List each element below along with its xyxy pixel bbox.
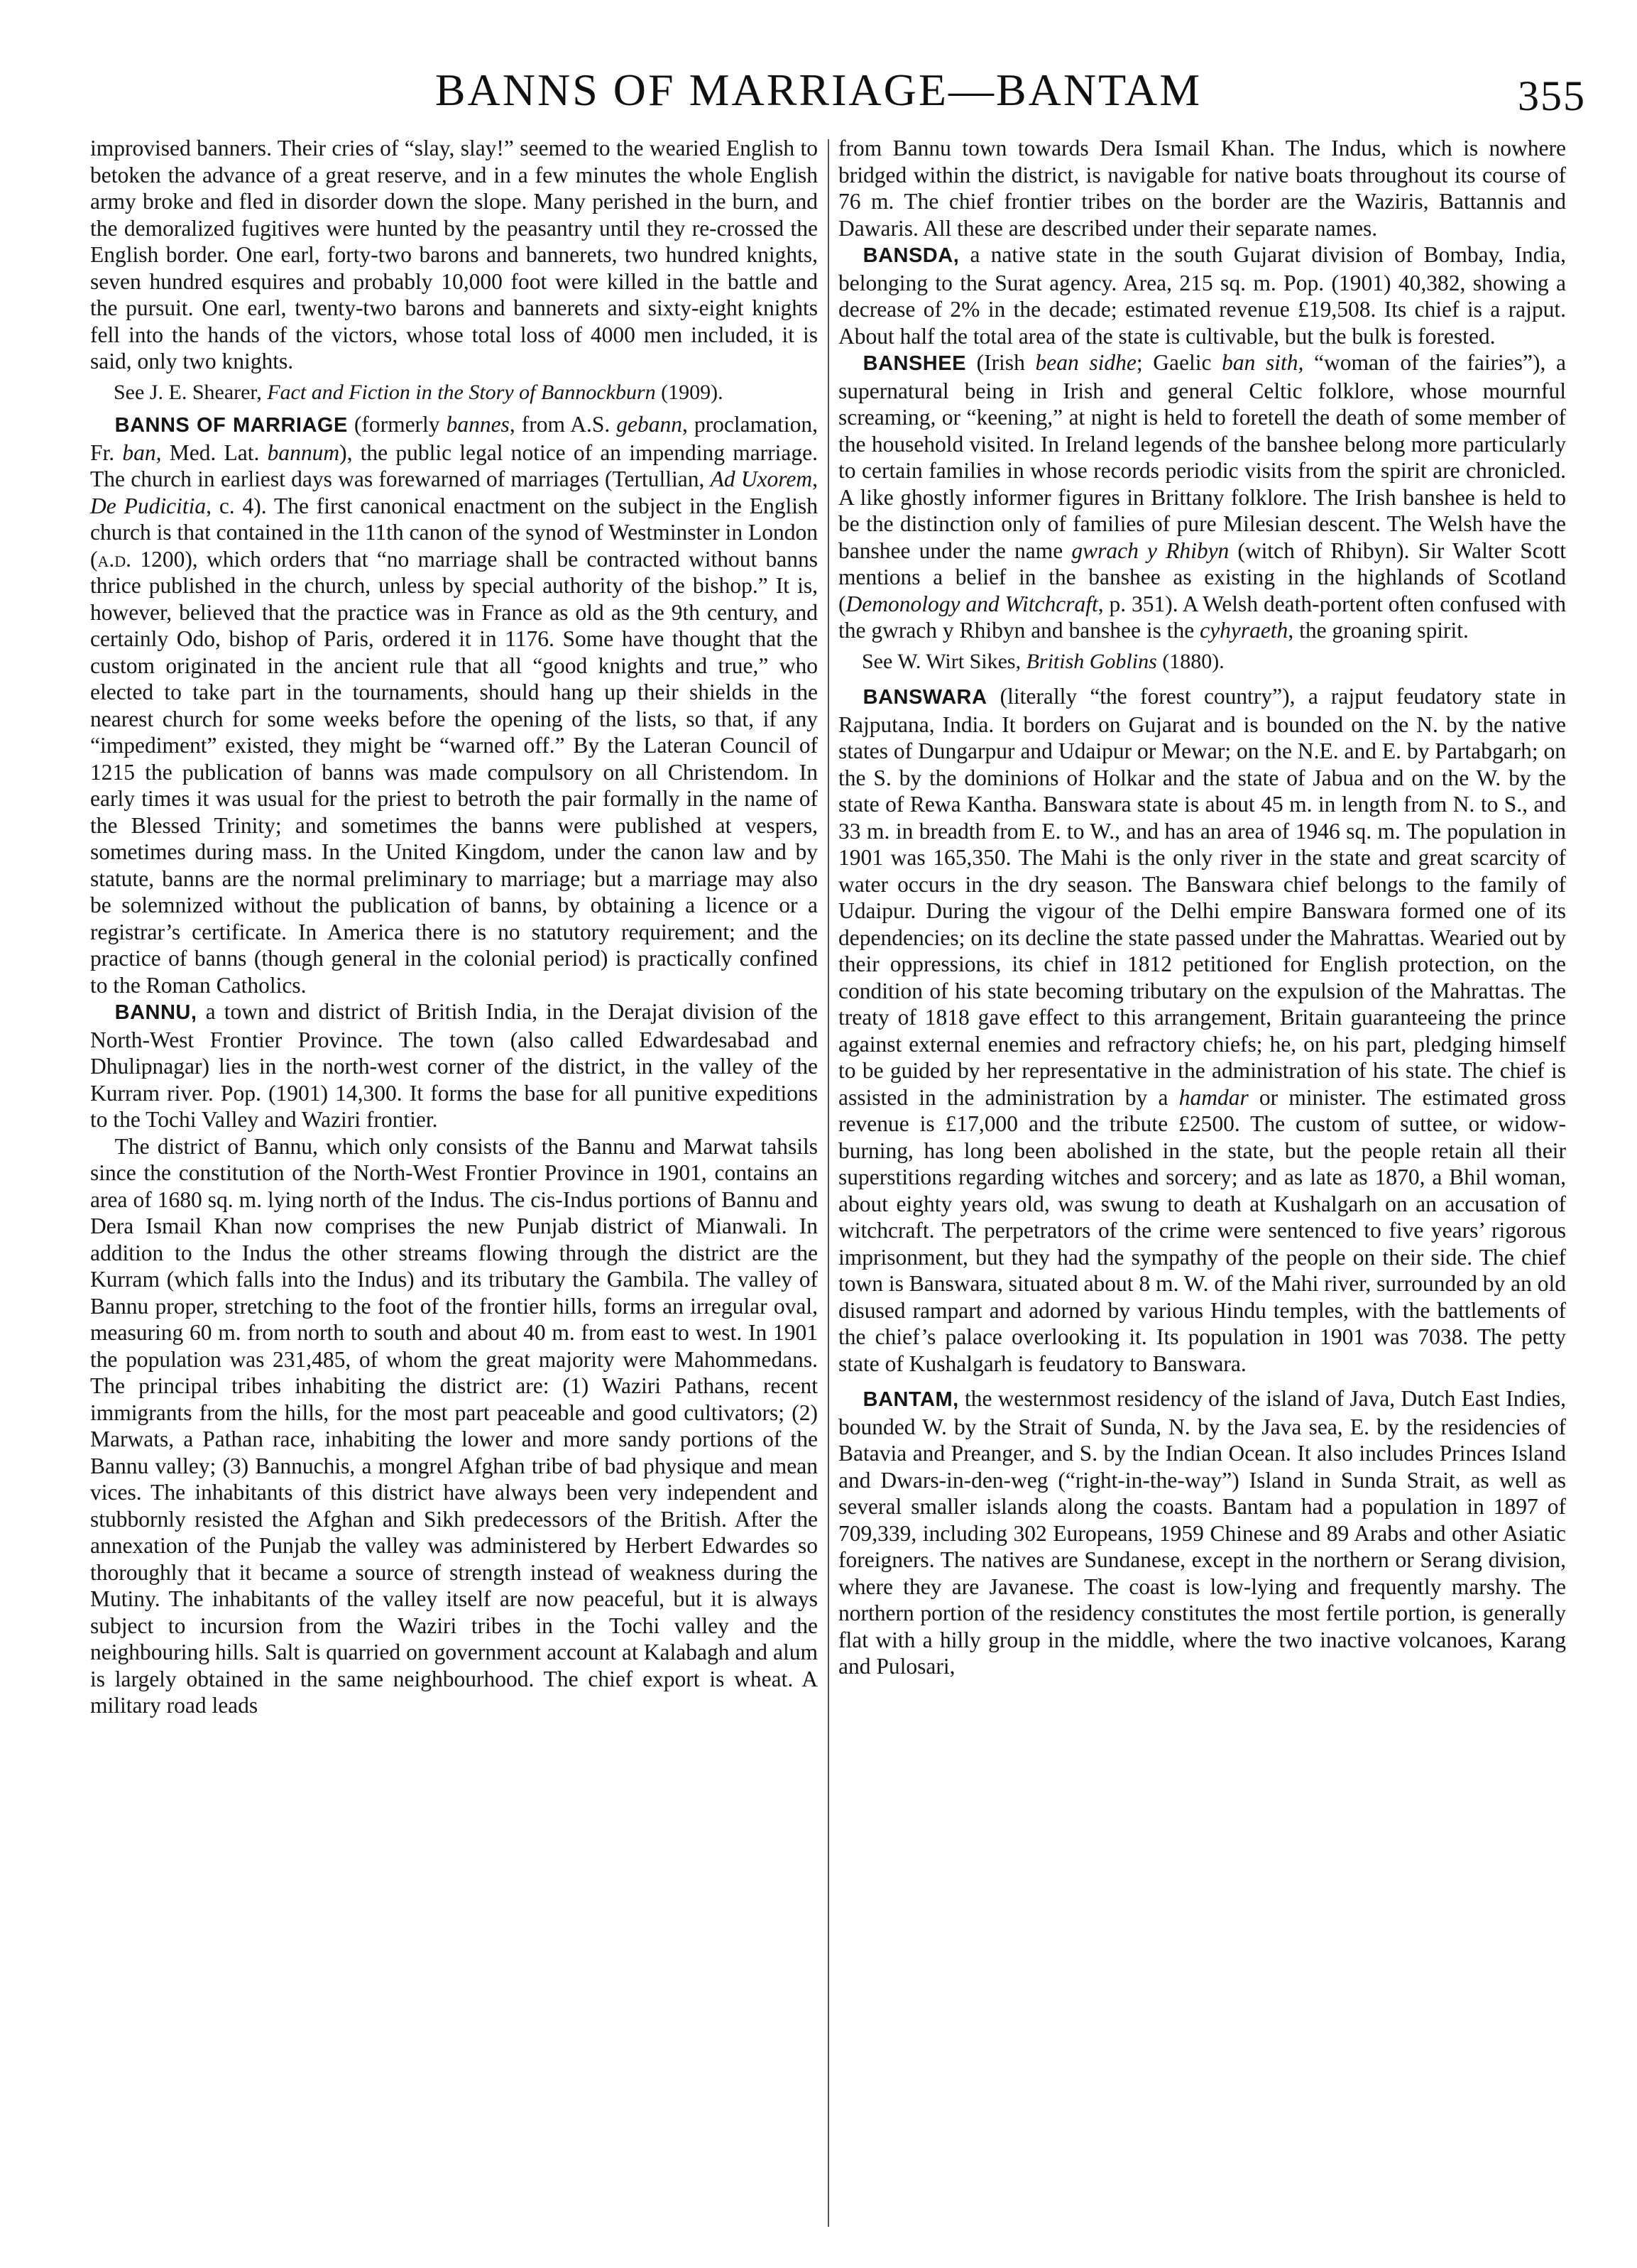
headword-banswara: BANSWARA [863, 686, 987, 709]
entry-banswara: BANSWARA (literally “the forest country”), a rajput feudatory state in Rajputana, India. It borders on Gujarat and is bounded on the N. by the native states of Dungarpur and Udaipur or Mewar; on the N.E. and E. by Partabgarh; on the S. by the dominions of Holkar and the state of Jabua and on the W. by the state of Rewa Kantha. Banswara state is about 45 m. in length from N. to S., and 33 m. in breadth from E. to W., and has an area of 1946 sq. m. The population in 1901 was 165,350. The Mahi is the only river in the state and great scarcity of water occurs in the dry season. The Banswara chief belongs to the family of Udaipur. During the vigour of the Delhi empire Banswara formed one of its dependencies; on its decline the state passed under the Mahrattas. Wearied out by their oppressions, its chief in 1812 petitioned for English protection, on the condition of his state becoming tributary on the expulsion of the Mahrattas. The treaty of 1818 gave effect to this arrangement, Britain guaranteeing the prince against external enemies and refractory chiefs; he, on his part, pledging himself to be guided by her representative in the administration of his state. The chief is assisted in the administration by a hamdar or minister. The estimated gross revenue is £17,000 and the tribute £2500. The custom of suttee, or widow-burning, has long been abolished in the state, but the people retain all their superstitions regarding witches and sorcery; and as late as 1870, a Bhil woman, about eighty years old, was swung to death at Kushalgarh on an accusation of witchcraft. The perpetrators of the crime were sentenced to five years’ rigorous imprisonment, but they had the sympathy of the people on their side. The chief town is Banswara, situated about 8 m. W. of the Mahi river, surrounded by an old disused rampart and adorned by various Hindu temples, with the battlements of the chief’s palace overlooking it. Its population in 1901 was 7038. The petty state of Kushalgarh is feudatory to Banswara. [838, 684, 1567, 1376]
headword-bansda: BANSDA, [863, 244, 960, 267]
running-head [0, 58, 1637, 122]
running-title: BANNS OF MARRIAGE—BANTAM [434, 65, 1203, 115]
entry-bansda: BANSDA, a native state in the south Gujarat division of Bombay, India, belonging to the Surat agency. Area, 215 sq. m. Pop. (1901) 40,382, showing a decrease of 2% in the decade; estimated revenue £19,508. Its chief is a rajput. About half the total area of the state is cultivable, but the bulk is forested. [838, 242, 1566, 349]
entry-bannu: BANNU, a town and district of British India, in the Derajat division of the North-West Frontier Province. The town (also called Edwardesabad and Dhulipnagar) lies in the north-west corner of the district, in the valley of the Kurram river. Pop. (1901) 14,300. It forms the base for all punitive expeditions to the Tochi Valley and Waziri frontier. [90, 999, 818, 1132]
entry-banshee: BANSHEE (Irish bean sidhe; Gaelic ban sith, “woman of the fairies”), a supernatural being in Irish and general Celtic folklore, whose mournful screaming, or “keening,” at night is held to foretell the death of some member of the household visited. In Ireland legends of the banshee belong more particularly to certain families in whose records periodic visits from the spirit are chronicled. A like ghostly informer figures in Brittany folklore. The Irish banshee is held to be the distinction only of families of pure Milesian descent. The Welsh have the banshee under the name gwrach y Rhibyn (witch of Rhibyn). Sir Walter Scott mentions a belief in the banshee as existing in the highlands of Scotland (Demonology and Witchcraft, p. 351). A Welsh death-portent often confused with the gwrach y Rhibyn and banshee is the cyhyraeth, the groaning spirit. [838, 350, 1567, 643]
left-column [90, 135, 818, 1719]
headword-banns-of-marriage: BANNS OF MARRIAGE [114, 414, 348, 437]
reference-title: British Goblins [1026, 649, 1157, 673]
page-number: 355 [1518, 72, 1586, 119]
reference-title: Fact and Fiction in the Story of Bannockburn [267, 380, 656, 404]
bannockburn-reference: See J. E. Shearer, Fact and Fiction in the Story of Bannockburn (1909). [114, 380, 723, 404]
bannu-continuation: from Bannu town towards Dera Ismail Khan. The Indus, which is nowhere bridged within the district, is navigable for native boats throughout its course of 76 m. The chief frontier tribes on the border are the Waziris, Battannis and Dawaris. All these are described under their separate names. [838, 136, 1566, 241]
headword-bantam: BANTAM, [863, 1388, 959, 1411]
headword-bannu: BANNU, [114, 1001, 197, 1024]
bannockburn-continuation: improvised banners. Their cries of “slay, slay!” seemed to the wearied English to betoken the advance of a great reserve, and in a few minutes the whole English army broke and fled in disorder down the slope. Many perished in the burn, and the demoralized fugitives were hunted by the peasantry until they re-crossed the English border. One earl, forty-two barons and bannerets, two hundred knights, seven hundred esquires and probably 10,000 foot were killed in the battle and the pursuit. One earl, twenty-two barons and bannerets and sixty-eight knights fell into the hands of the victors, whose total loss of 4000 men included, it is said, only two knights. [90, 136, 818, 374]
banshee-reference: See W. Wirt Sikes, British Goblins (1880). [862, 649, 1225, 673]
column-rule [828, 139, 829, 2227]
headword-banshee: BANSHEE [863, 352, 966, 375]
entry-banns-of-marriage: BANNS OF MARRIAGE (formerly bannes, from A.S. gebann, proclamation, Fr. ban, Med. Lat. bannum), the public legal notice of an impending marriage. The church in earliest days was forewarned of marriages (Tertullian, Ad Uxorem, De Pudicitia, c. 4). The first canonical enactment on the subject in the English church is that contained in the 11th canon of the synod of Westminster in London (a.d. 1200), which orders that “no marriage shall be contracted without banns thrice published in the church, unless by special authority of the bishop.” It is, however, believed that the practice was in France as old as the 9th century, and certainly Odo, bishop of Paris, ordered it in 1176. Some have thought that the custom originated in the ancient rule that all “good knights and true,” who elected to take part in the tournaments, should hang up their shields in the nearest church for some weeks before the opening of the lists, so that, if any “impediment” existed, they might be “warned off.” By the Lateran Council of 1215 the publication of banns was made compulsory on all Christendom. In early times it was usual for the priest to betroth the pair formally in the name of the Blessed Trinity; and sometimes the banns were published at vespers, sometimes during mass. In the United Kingdom, under the canon law and by statute, banns are the normal preliminary to marriage; but a marriage may also be solemnized without the publication of banns, by obtaining a licence or a registrar’s certificate. In America there is no statutory requirement; and the practice of banns (though general in the colonial period) is practically confined to the Roman Catholics. [90, 412, 818, 998]
entry-bantam: BANTAM, the westernmost residency of the island of Java, Dutch East Indies, bounded W. by the Strait of Sunda, N. by the Java sea, E. by the residencies of Batavia and Preanger, and S. by the Indian Ocean. It also includes Princes Island and Dwars-in-den-weg (“right-in-the-way”) Island in Sunda Strait, as well as several smaller islands along the coasts. Bantam had a population in 1897 of 709,339, including 302 Europeans, 1959 Chinese and 89 Arabs and other Asiatic foreigners. The natives are Sundanese, except in the northern or Serang division, where they are Javanese. The coast is low-lying and frequently marshy. The northern portion of the residency constitutes the most fertile portion, is generally flat with a hilly group in the middle, where the two inactive volcanoes, Karang and Pulosari, [838, 1386, 1566, 1679]
right-column [838, 135, 1566, 1680]
bannu-district-paragraph: The district of Bannu, which only consists of the Bannu and Marwat tahsils since the constitution of the North-West Frontier Province in 1901, contains an area of 1680 sq. m. lying north of the Indus. The cis-Indus portions of Bannu and Dera Ismail Khan now comprises the new Punjab district of Mianwali. In addition to the Indus the other streams flowing through the district are the Kurram (which falls into the Indus) and its tributary the Gambila. The valley of Bannu proper, stretching to the foot of the frontier hills, forms an irregular oval, measuring 60 m. from north to south and about 40 m. from east to west. In 1901 the population was 231,485, of whom the great majority were Mahommedans. The principal tribes inhabiting the district are: (1) Waziri Pathans, recent immigrants from the hills, for the most part peaceable and good cultivators; (2) Marwats, a Pathan race, inhabiting the lower and more sandy portions of the Bannu valley; (3) Bannuchis, a mongrel Afghan tribe of bad physique and mean vices. The inhabitants of this district have always been very independent and stubbornly resisted the Afghan and Sikh predecessors of the British. After the annexation of the Punjab the valley was administered by Herbert Edwardes so thoroughly that it became a source of strength instead of weakness during the Mutiny. The inhabitants of the valley itself are now peaceful, but it is always subject to incursion from the Waziri tribes in the Tochi valley and the neighbouring hills. Salt is quarried on government account at Kalabagh and alum is largely obtained in the same neighbourhood. The chief export is wheat. A military road leads [90, 1133, 818, 1718]
